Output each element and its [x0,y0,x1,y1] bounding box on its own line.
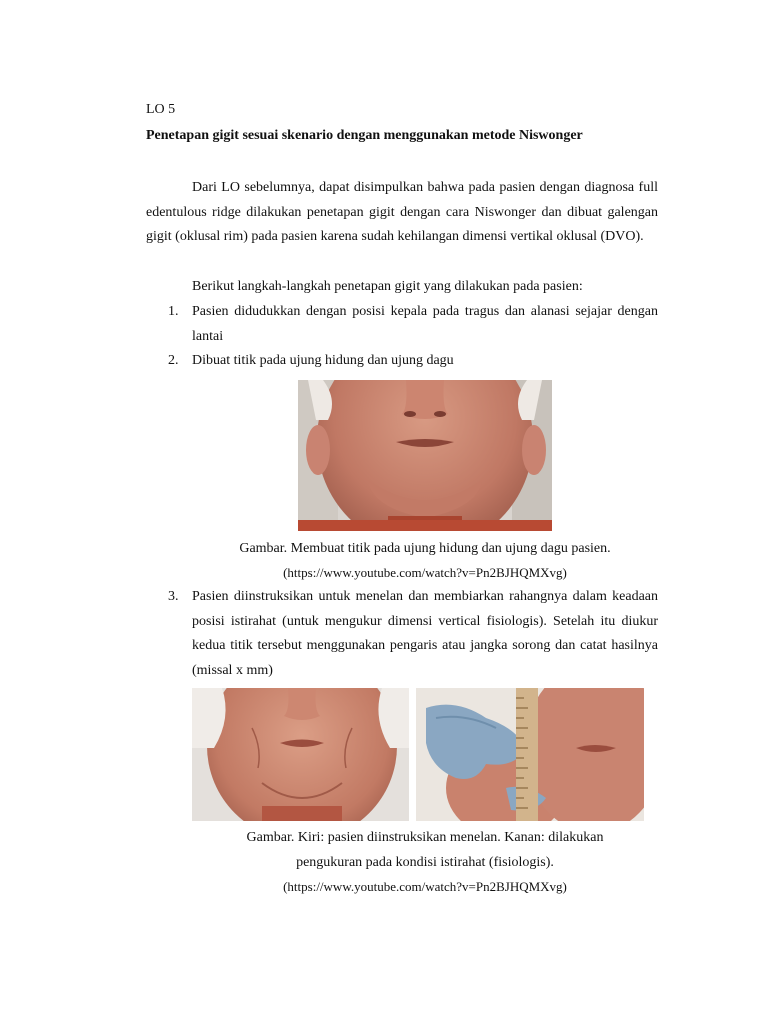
list-text: Pasien diinstruksikan untuk menelan dan membiarkan rahangnya dalam keadaan posisi istirahat (untuk mengukur dimensi vertical fisiologis). Setelah itu diukur kedua titik tersebut menggunakan pengaris atau jangka sorong dan catat hasilnya (missal x mm) [192,589,658,678]
figure-2-left-photo [192,688,409,821]
list-item [146,349,658,374]
figure-2-source: (https://www.youtube.com/watch?v=Pn2BJHQMXvg) [283,879,567,894]
measurement-image [416,688,644,821]
figure-1-source: (https://www.youtube.com/watch?v=Pn2BJHQMXvg) [283,565,567,580]
section-title: Penetapan gigit sesuai skenario dengan menggunakan metode Niswonger [146,128,583,143]
intro-paragraph: Dari LO sebelumnya, dapat disimpulkan bahwa pada pasien dengan diagnosa full edentulous ridge dilakukan penetapan gigit dengan cara Niswonger dan dibuat galengan gigit (oklusal rim) pada pasien karena sudah kehilangan dimensi vertikal oklusal (DVO). [146,180,658,244]
figure-2-caption-line-1: Gambar. Kiri: pasien diinstruksikan menelan. Kanan: dilakukan [246,830,604,845]
figure-1-photo [298,380,552,531]
list-text: Dibuat titik pada ujung hidung dan ujung dagu [192,353,454,368]
steps-list-continued [146,585,658,683]
list-item [146,585,658,683]
list-text: Pasien didudukkan dengan posisi kepala pada tragus dan alanasi sejajar dengan lantai [192,304,658,344]
list-number: 2. [168,353,179,368]
steps-list [146,300,658,374]
list-number: 3. [168,589,179,604]
figure-1-caption: Gambar. Membuat titik pada ujung hidung dan ujung dagu pasien. [239,541,611,556]
figure-2-right-photo [416,688,644,821]
figure-2-caption-line-2: pengukuran pada kondisi istirahat (fisiologis). [296,855,554,870]
steps-intro: Berikut langkah-langkah penetapan gigit yang dilakukan pada pasien: [192,279,583,294]
patient-face-image [298,380,552,531]
section-heading: LO 5 [146,102,176,117]
list-number: 1. [168,304,179,319]
list-item [146,300,658,349]
patient-swallowing-image [192,688,409,821]
